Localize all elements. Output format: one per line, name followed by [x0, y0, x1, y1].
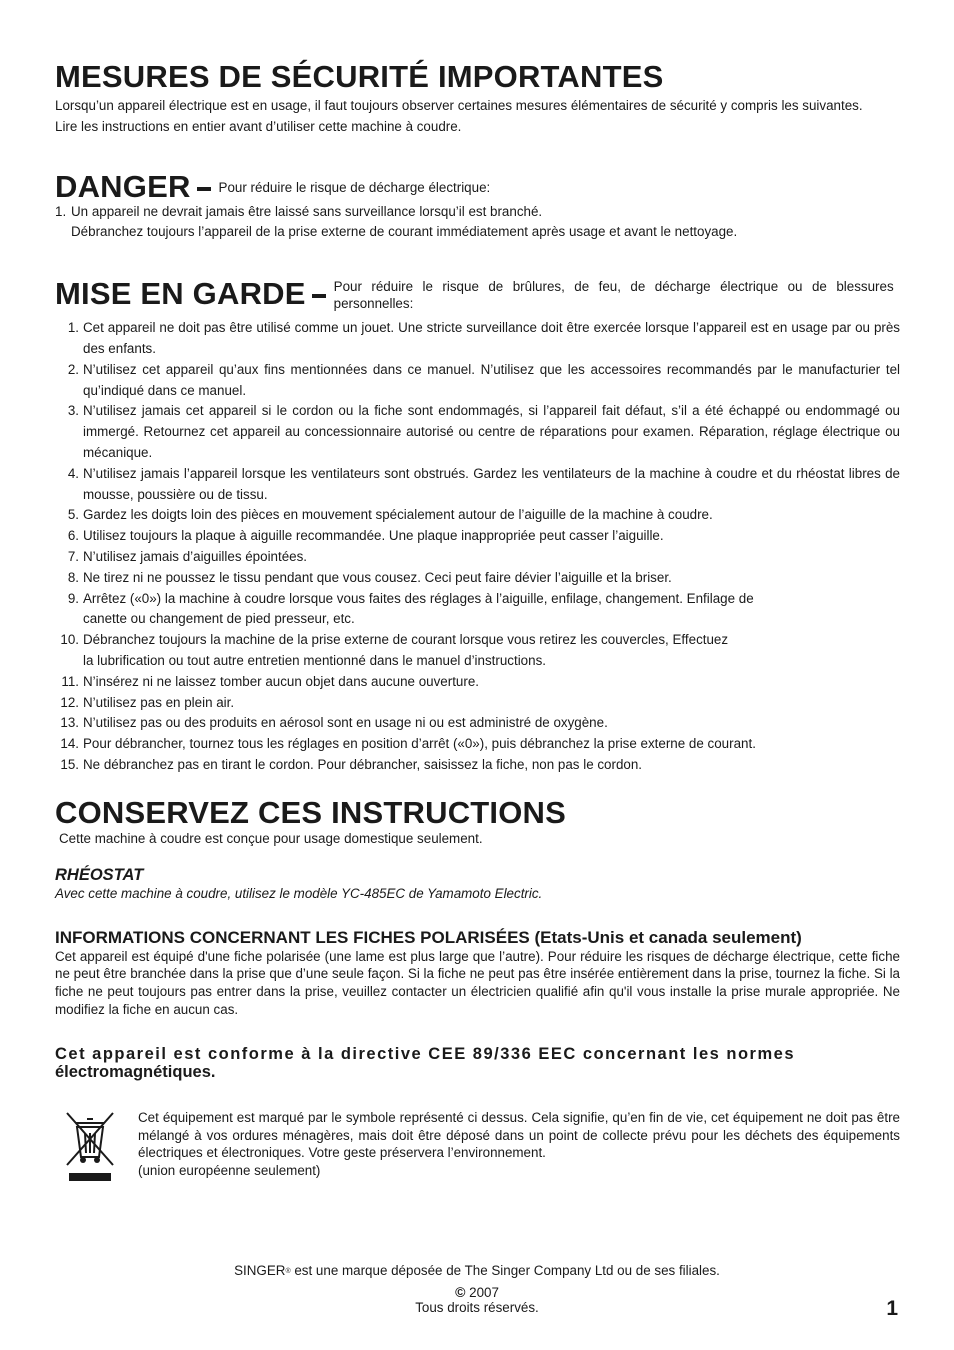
mise-en-garde-heading	[55, 277, 900, 312]
weee-notice	[55, 1109, 900, 1188]
rights-line: Tous droits réservés.	[415, 1300, 539, 1316]
list-item: 2. N’utilisez cet appareil qu’aux fins mentionnées dans ce manuel. N’utilisez que les accessoires recommandés par le manufacturier tel qu’indiqué dans ce manuel.	[67, 361, 900, 398]
list-item: 14. Pour débrancher, tournez tous les réglages en position d’arrêt («0»), puis débranchez la prise externe de courant.	[60, 736, 756, 752]
danger-item-number: 1.	[55, 203, 67, 219]
intro-paragraph-1: Lorsqu’un appareil électrique est en usage, il faut toujours observer certaines mesures élémentaires de sécurité y compris les suivantes.	[55, 98, 863, 113]
conservez-subtitle: Cette machine à coudre est conçue pour usage domestique seulement.	[59, 830, 483, 846]
brand-name: SINGER	[234, 1263, 286, 1278]
conformity-line-2: électromagnétiques.	[55, 1063, 216, 1082]
trademark-text: est une marque déposée de The Singer Company Ltd ou de ses filiales.	[290, 1263, 720, 1278]
danger-subtitle: Pour réduire le risque de décharge électrique:	[218, 179, 491, 195]
polarized-text: Cet appareil est équipé d'une fiche polarisée (une lame est plus large que l’autre). Pour réduire les risques de décharge électrique, cette fiche ne peut être branchée dans la prise que d’une seule façon. Si la fiche ne peut pas être insérée entièrement dans la prise, tournez la fiche. Si la fiche ne peut toujours pas entrer dans la prise, veuillez contacter un électricien qualifié afin qu'il vous installe la prise murale appropriée. Ne modifiez la fiche en aucun cas.	[55, 948, 900, 1017]
danger-item-1	[55, 202, 900, 244]
crossed-out-wheelie-bin-icon	[63, 1109, 123, 1188]
list-item: 15. Ne débranchez pas en tirant le cordon. Pour débrancher, saisissez la fiche, non pas le cordon.	[60, 756, 643, 772]
danger-heading	[55, 170, 900, 204]
conservez-title: CONSERVEZ CES INSTRUCTIONS	[55, 794, 567, 830]
list-item: 4. N’utilisez jamais l’appareil lorsque les ventilateurs sont obstrués. Gardez les ventilateurs de la machine à coudre et du rhéostat libres de mousse, poussière ou de tissu.	[67, 465, 900, 502]
trademark-line	[0, 1262, 954, 1280]
conformity-line-1: Cet appareil est conforme à la directive CEE 89/336 EEC concernant les normes	[55, 1045, 796, 1064]
mise-en-garde-title: MISE EN GARDE	[55, 276, 306, 312]
danger-item-text: Un appareil ne devrait jamais être laissé sans surveillance lorsqu’il est branché.	[71, 203, 543, 219]
list-item: 3. N’utilisez jamais cet appareil si le cordon ou la fiche sont endommagés, si l’appareil fait défaut, s’il a été échappé ou endommagé ou immergé. Retournez cet appareil au concessionnaire autorisé ou centre de réparations pour examen. Réparation, réglage électrique ou mécanique.	[67, 403, 900, 460]
list-item: 9. Arrêtez («0») la machine à coudre lorsque vous faites des réglages à l’aiguille, enfilage, changement. Enfilage de canette ou changement de pied presseur, etc.	[67, 590, 754, 627]
weee-text: Cet équipement est marqué par le symbole représenté ci dessus. Cela signifie, qu’en fin de vie, cet équipement ne doit pas être mélangé à vos ordures ménagères, mais doit être déposé dans un point de collecte prévu pour les déchets des équipements électriques et électroniques. Votre geste préservera l’environnement.	[138, 1110, 900, 1161]
intro-paragraph-2: Lire les instructions en entier avant d’utiliser cette machine à coudre.	[55, 118, 462, 134]
list-item: 11. N’insérez ni ne laissez tomber aucun objet dans aucune ouverture.	[61, 673, 479, 689]
page-title: MESURES DE SÉCURITÉ IMPORTANTES	[55, 59, 664, 94]
list-item: 7. N’utilisez jamais d’aiguilles épointées.	[67, 548, 308, 564]
list-item: 13. N’utilisez pas ou des produits en aérosol sont en usage ni ou est administré de oxygène.	[60, 715, 608, 731]
list-item: 12. N’utilisez pas en plein air.	[60, 694, 235, 710]
danger-title: DANGER	[55, 168, 191, 204]
page-number: 1	[886, 1297, 898, 1320]
mise-en-garde-subtitle: Pour réduire le risque de brûlures, de feu, de décharge électrique ou de blessures personnelles:	[333, 279, 894, 312]
copyright-year: 2007	[465, 1284, 499, 1300]
copyright-icon: ©	[455, 1283, 466, 1300]
rheostat-title: RHÉOSTAT	[55, 865, 144, 884]
conformity-statement	[55, 1045, 900, 1081]
list-item: 6. Utilisez toujours la plaque à aiguille recommandée. Une plaque inappropriée peut casser l’aiguille.	[67, 528, 664, 544]
weee-note: (union européenne seulement)	[138, 1162, 321, 1178]
registered-mark: ®	[285, 1268, 291, 1275]
document-page	[55, 60, 900, 1188]
polarized-title: INFORMATIONS CONCERNANT LES FICHES POLARISÉES (Etats-Unis et canada seulement)	[55, 927, 802, 947]
heading-dash	[312, 294, 326, 298]
list-item: 8. Ne tirez ni ne poussez le tissu pendant que vous cousez. Ceci peut faire dévier l’aiguille et la briser.	[67, 569, 672, 585]
footer	[0, 1262, 954, 1317]
weee-text-block	[138, 1109, 900, 1188]
rheostat-text: Avec cette machine à coudre, utilisez le modèle YC-485EC de Yamamoto Electric.	[55, 885, 543, 901]
heading-dash	[197, 187, 211, 191]
list-item: 5. Gardez les doigts loin des pièces en mouvement spécialement autour de l’aiguille de la machine à coudre.	[67, 507, 713, 523]
list-item: 10. Débranchez toujours la machine de la prise externe de courant lorsque vous retirez les couvercles, Effectuez la lubrification ou tout autre entretien mentionné dans le manuel d’instructions.	[60, 632, 729, 668]
list-item: 1. Cet appareil ne doit pas être utilisé comme un jouet. Une stricte surveillance doit être exercée lorsque l’appareil est en usage par ou près des enfants.	[67, 320, 900, 356]
danger-item-text-2: Débranchez toujours l’appareil de la prise externe de courant immédiatement après usage et avant le nettoyage.	[71, 224, 738, 240]
mise-en-garde-list	[55, 318, 900, 776]
